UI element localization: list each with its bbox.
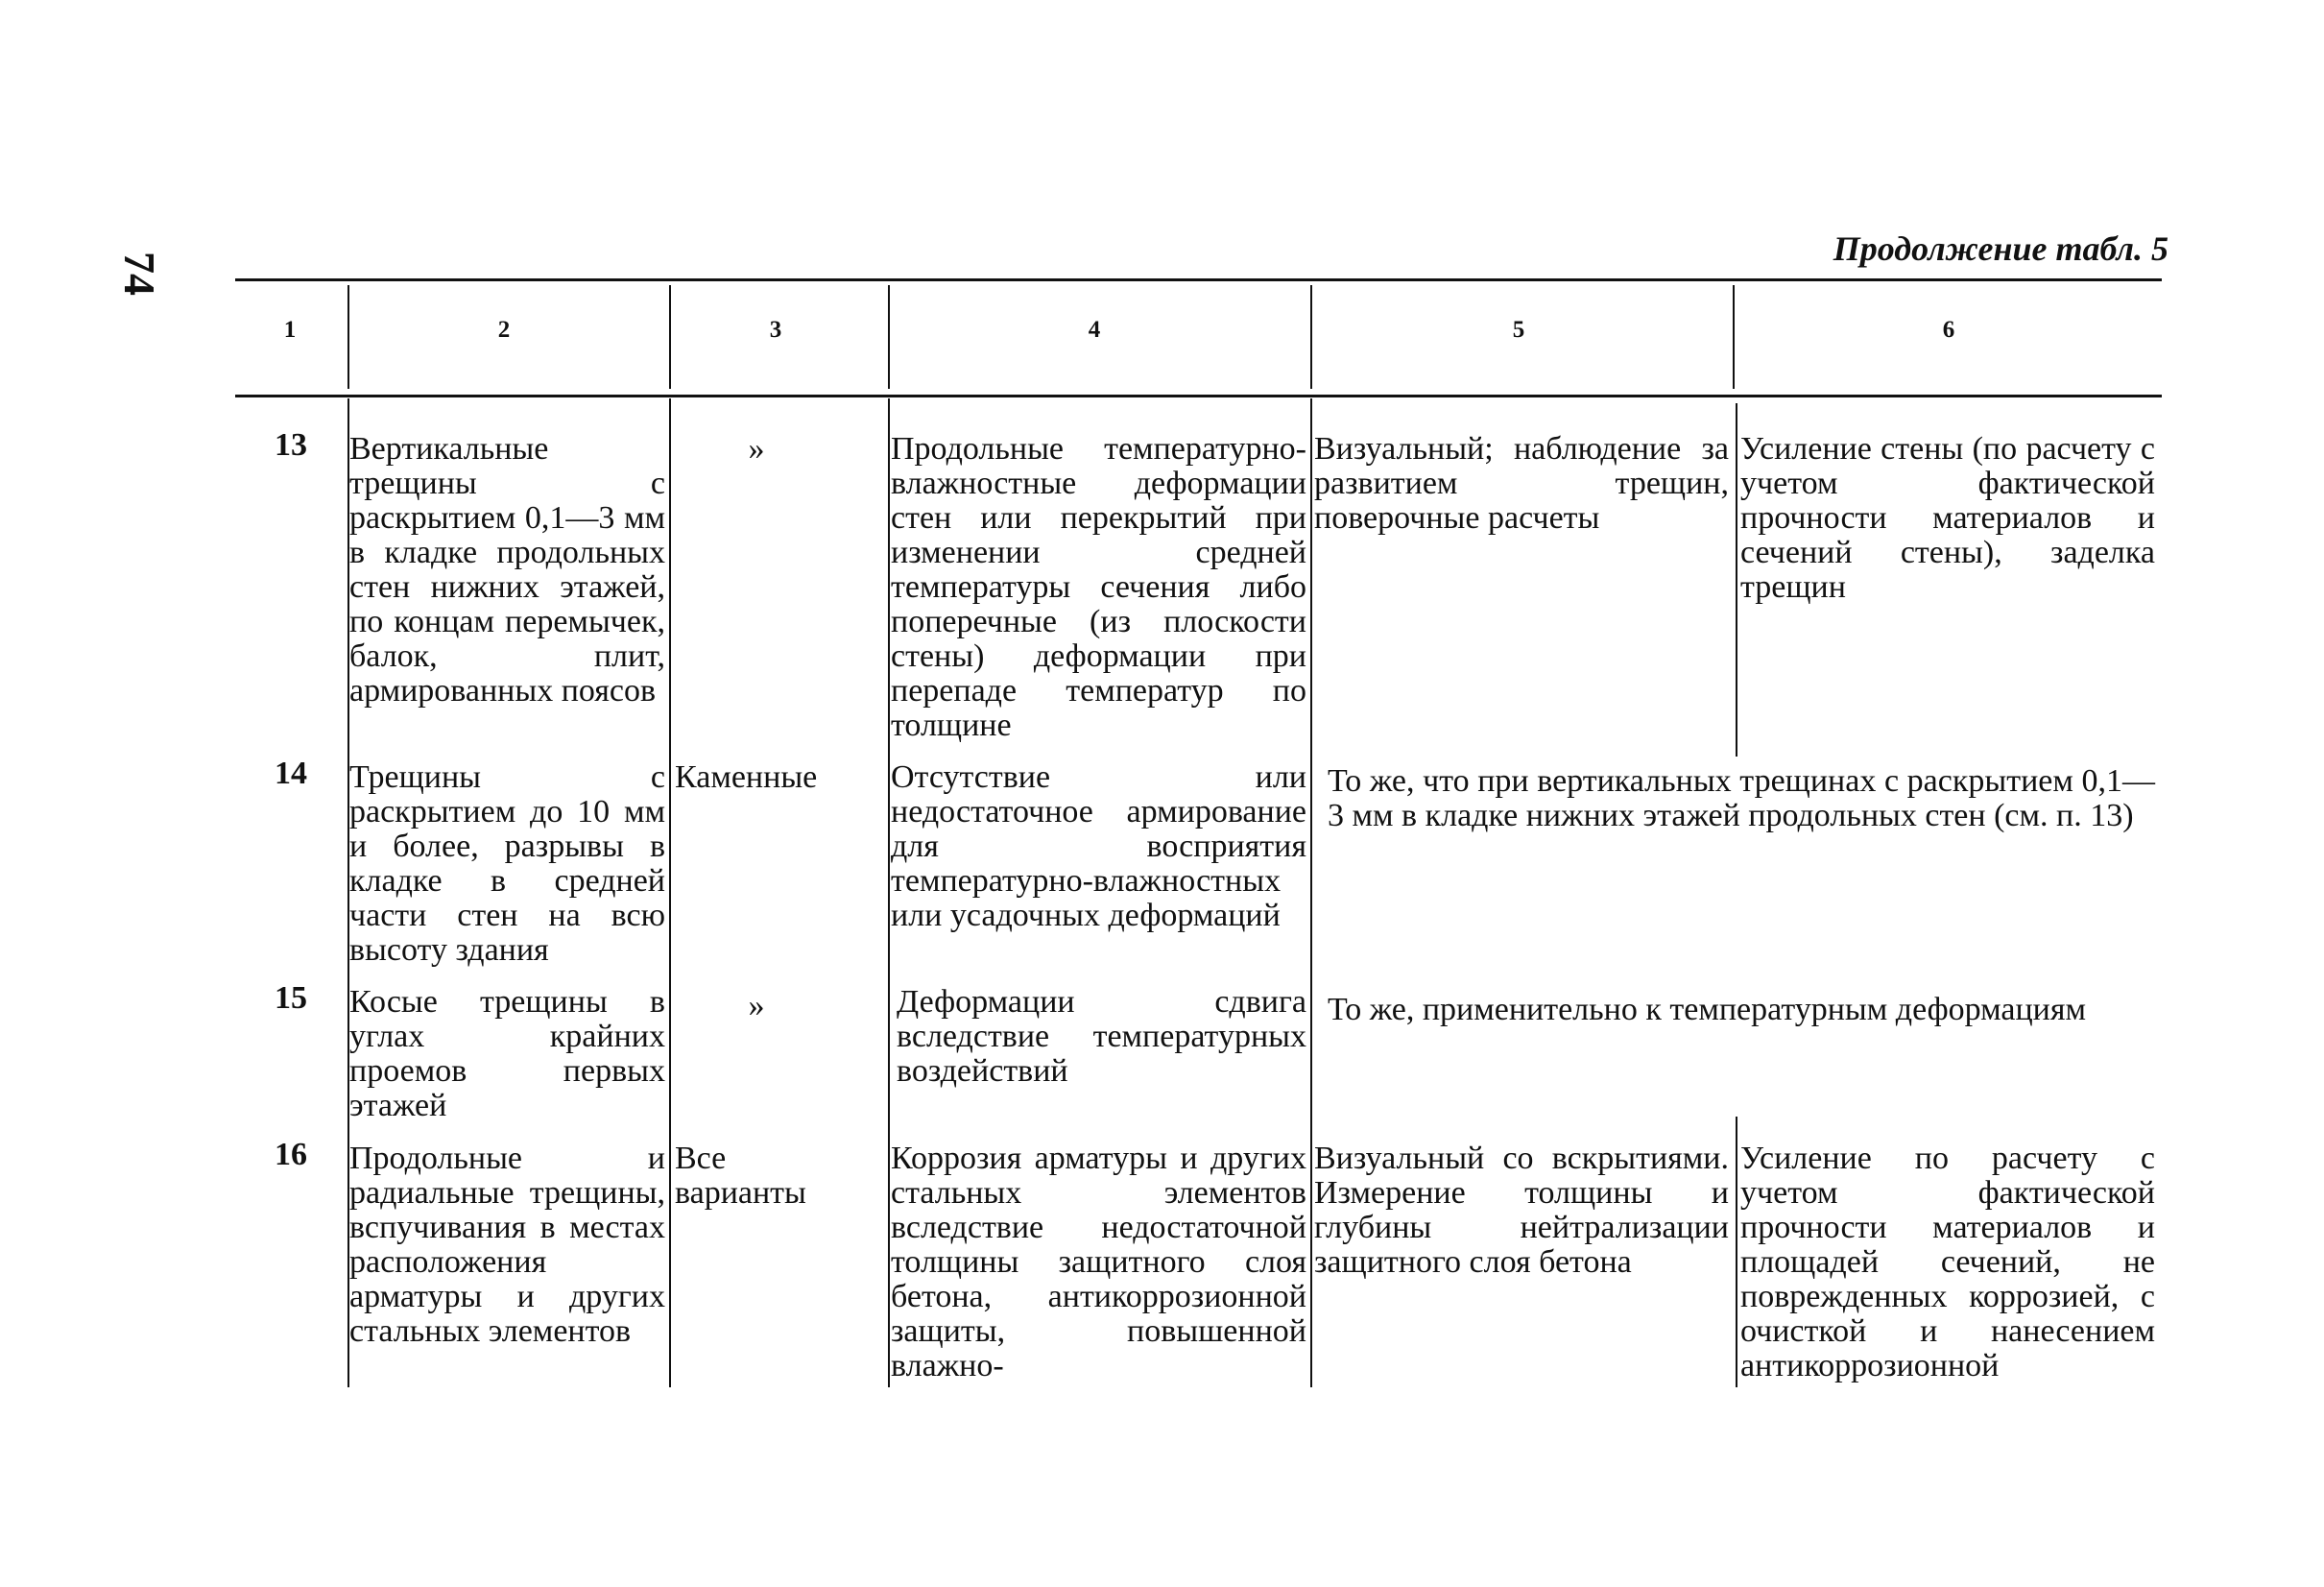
column-number-2: 2 [497, 317, 511, 343]
row-14-number: 14 [275, 756, 307, 791]
header-divider-4 [1310, 285, 1312, 389]
row-15-number: 15 [275, 980, 307, 1016]
column-number-5: 5 [1512, 317, 1525, 343]
body-divider-5b [1736, 1117, 1737, 1387]
body-divider-2 [669, 398, 671, 1387]
row-14-cause: Отсутствие или недостаточное армирование для восприятия температурно-влажностных или усадочных деформаций [891, 759, 1306, 933]
header-divider-3 [888, 285, 890, 389]
header-divider-1 [347, 285, 349, 389]
row-13-inspection: Визуальный; наблюдение за развитием трещин, поверочные расчеты [1314, 431, 1729, 536]
row-16-remedy: Усиление по расчету с учетом фактической прочности материалов и площадей сечений, не поврежденных коррозией, с очисткой и нанесением антикоррозионной [1740, 1141, 2155, 1383]
row-16-cause: Коррозия арматуры и других стальных элементов вследствие недостаточной толщины защитного слоя бетона, антикоррозионной защиты, повышенной влажно- [891, 1141, 1306, 1383]
row-15-inspection-remedy: То же, применительно к температурным деформациям [1328, 992, 2087, 1027]
table-continuation-caption: Продолжение табл. 5 [1833, 229, 2168, 268]
row-14-inspection-remedy: То же, что при вертикальных трещинах с раскрытием 0,1—3 мм в кладке нижних этажей продольных стен (см. п. 13) [1328, 763, 2155, 833]
row-13-material: » [748, 431, 765, 467]
row-15-material: » [748, 988, 765, 1023]
row-13-remedy: Усиление стены (по расчету с учетом фактической прочности материалов и сечений стены), заделка трещин [1740, 431, 2155, 605]
row-16-material: Все варианты [675, 1141, 806, 1211]
column-number-6: 6 [1942, 317, 1955, 343]
row-13-defect: Вертикальные трещины с раскрытием 0,1—3 мм в кладке продольных стен нижних этажей, по концам перемычек, балок, плит, армированных поясов [349, 431, 665, 709]
column-number-4: 4 [1088, 317, 1101, 343]
row-16-number: 16 [275, 1137, 307, 1172]
table-header-rule [235, 395, 2162, 397]
row-16-inspection: Визуальный со вскрытиями. Измерение толщины и глубины нейтрализации защитного слоя бетона [1314, 1141, 1729, 1280]
body-divider-3 [888, 398, 890, 1387]
row-15-defect: Косые трещины в углах крайних проемов первых этажей [349, 984, 665, 1123]
row-15-cause: Деформации сдвига вследствие температурных воздействий [897, 984, 1306, 1089]
header-divider-5 [1733, 285, 1735, 389]
column-number-3: 3 [769, 317, 782, 343]
row-16-defect: Продольные и радиальные трещины, вспучивания в местах расположения арматуры и других стальных элементов [349, 1141, 665, 1349]
table-top-rule [235, 278, 2162, 281]
column-number-1: 1 [283, 317, 297, 343]
row-14-material: Каменные [675, 759, 818, 795]
page-number: 74 [115, 252, 164, 296]
row-14-defect: Трещины с раскрытием до 10 мм и более, разрывы в кладке в средней части стен на всю высоту здания [349, 759, 665, 968]
body-divider-5a [1736, 403, 1737, 757]
row-13-cause: Продольные температурно-влажностные деформации стен или перекрытий при изменении средней температуры сечения либо поперечные (из плоскости стены) деформации при перепаде температур по толщине [891, 431, 1306, 743]
row-13-number: 13 [275, 427, 307, 463]
header-divider-2 [669, 285, 671, 389]
body-divider-4 [1310, 398, 1312, 1387]
